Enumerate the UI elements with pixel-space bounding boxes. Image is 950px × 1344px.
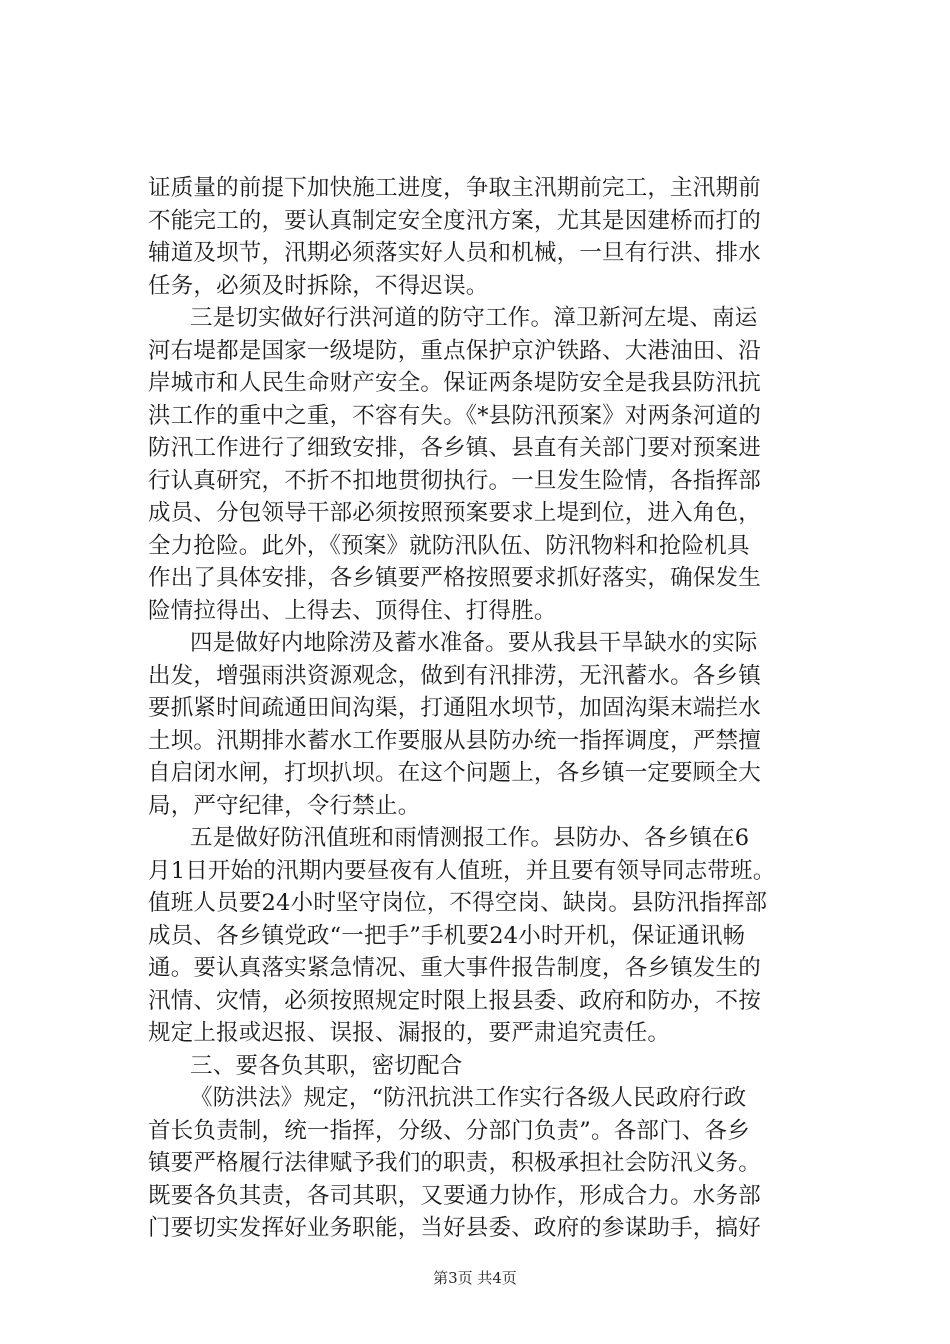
text-line: 既要各负其责，各司其职，又要通力协作，形成合力。水务部 [148,1182,761,1209]
text-line: 出发，增强雨洪资源观念，做到有汛排涝，无汛蓄水。各乡镇 [148,662,761,689]
text-line: 不能完工的，要认真制定安全度汛方案，尤其是因建桥而打的 [148,207,761,234]
text-line: 洪工作的重中之重，不容有失。《*县防汛预案》对两条河道的 [148,402,762,429]
text-line: 通。要认真落实紧急情况、重大事件报告制度，各乡镇发生的 [148,955,761,981]
text-line: 作出了具体安排，各乡镇要严格按照要求抓好落实，确保发生 [148,565,761,591]
text-line: 成员、各乡镇党政“一把手”手机要24小时开机，保证通讯畅 [148,922,746,949]
text-line: 自启闭水闸，打坝扒坝。在这个问题上，各乡镇一定要顾全大 [148,760,761,786]
text-line: 汛情、灾情，必须按照规定时限上报县委、政府和防办，不按 [148,987,761,1014]
text-line: 五是做好防汛值班和雨情测报工作。县防办、各乡镇在6 [190,825,750,851]
text-line: 土坝。汛期排水蓄水工作要服从县防办统一指挥调度，严禁擅 [148,727,761,754]
text-line: 三是切实做好行洪河道的防守工作。漳卫新河左堤、南运 [190,305,758,331]
text-line: 行认真研究，不折不扣地贯彻执行。一旦发生险情，各指挥部 [148,467,761,494]
text-line: 三、要各负其职，密切配合 [190,1052,463,1079]
text-line: 门要切实发挥好业务职能，当好县委、政府的参谋助手，搞好 [148,1215,761,1241]
text-line: 首长负责制，统一指挥，分级、分部门负责”。各部门、各乡 [148,1117,750,1144]
text-line: 四是做好内地除涝及蓄水准备。要从我县干旱缺水的实际 [190,630,758,656]
document-body [148,172,808,1245]
text-line: 全力抢险。此外，《预案》就防汛队伍、防汛物料和抢险机具 [148,532,750,559]
text-line: 要抓紧时间疏通田间沟渠，打通阻水坝节，加固沟渠末端拦水 [148,695,761,721]
text-line: 局，严守纪律，令行禁止。 [148,792,421,819]
text-line: 任务，必须及时拆除，不得迟误。 [148,272,489,299]
text-line: 岸城市和人民生命财产安全。保证两条堤防安全是我县防汛抗 [148,370,761,396]
text-line: 镇要严格履行法律赋予我们的职责，积极承担社会防汛义务。 [148,1150,761,1176]
text-line: 值班人员要24小时坚守岗位，不得空岗、缺岗。县防汛指挥部 [148,890,768,916]
text-line: 证质量的前提下加快施工进度，争取主汛期前完工，主汛期前 [148,175,761,201]
page-footer: 第3页 共4页 [433,1269,517,1287]
text-line: 辅道及坝节，汛期必须落实好人员和机械，一旦有行洪、排水 [148,240,761,266]
text-line: 河右堤都是国家一级堤防，重点保护京沪铁路、大港油田、沿 [148,337,761,364]
text-line: 《防洪法》规定，“防汛抗洪工作实行各级人民政府行政 [190,1085,747,1111]
text-line: 险情拉得出、上得去、顶得住、打得胜。 [148,597,557,624]
text-line: 月1日开始的汛期内要昼夜有人值班，并且要有领导同志带班。 [148,857,776,884]
text-line: 规定上报或迟报、误报、漏报的，要严肃追究责任。 [148,1020,671,1046]
text-line: 成员、分包领导干部必须按照预案要求上堤到位，进入角色， [148,500,761,526]
text-line: 防汛工作进行了细致安排，各乡镇、县直有关部门要对预案进 [148,435,761,461]
